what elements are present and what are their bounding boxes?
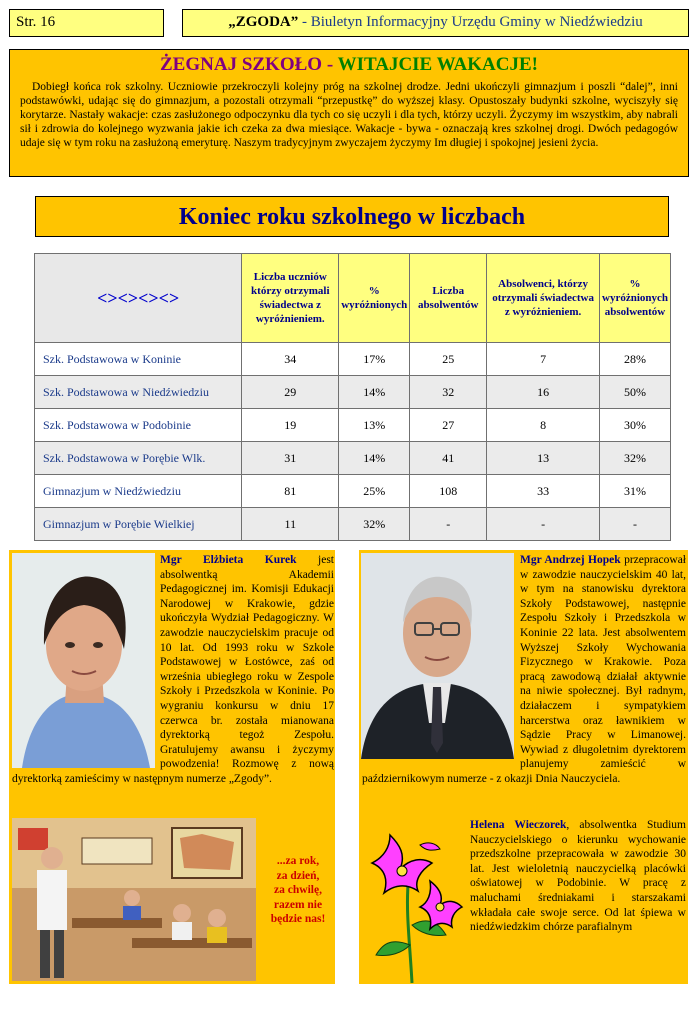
table-cell: 50% — [600, 376, 671, 409]
table-cell: 16 — [487, 376, 600, 409]
table-cell: - — [487, 508, 600, 541]
table-cell: 25% — [339, 475, 410, 508]
table-row — [35, 376, 671, 409]
caption-line: będzie nas! — [270, 913, 326, 925]
bio-kurek — [12, 553, 334, 813]
table-cell: 108 — [410, 475, 487, 508]
col-header-honors-count: Liczba uczniów którzy otrzymali świadectwa z wyróżnieniem. — [242, 254, 339, 343]
table-cell: 33 — [487, 475, 600, 508]
classroom-caption — [262, 854, 334, 927]
caption-line: ...za rok, — [276, 855, 320, 867]
table-cell: 41 — [410, 442, 487, 475]
col-header-graduates-honors-percent: % wyróżnionych absolwentów — [600, 254, 671, 343]
table-row — [35, 409, 671, 442]
caption-line: za chwilę, — [274, 884, 322, 896]
table-corner: <><><><> — [35, 254, 242, 343]
col-header-honors-percent: % wyróżnionych — [339, 254, 410, 343]
table-cell: 29 — [242, 376, 339, 409]
col-header-graduates: Liczba absolwentów — [410, 254, 487, 343]
school-name: Gimnazjum w Porębie Wielkiej — [35, 508, 242, 541]
school-name: Szk. Podstawowa w Porębie Wlk. — [35, 442, 242, 475]
classroom-photo — [12, 818, 256, 981]
stats-table — [34, 253, 671, 541]
table-cell: 32% — [600, 442, 671, 475]
stats-header-row — [35, 254, 671, 343]
school-name: Szk. Podstawowa w Podobinie — [35, 409, 242, 442]
table-cell: 27 — [410, 409, 487, 442]
table-row — [35, 475, 671, 508]
table-cell: 7 — [487, 343, 600, 376]
table-cell: 11 — [242, 508, 339, 541]
bio-wieczorek-text: , absolwentka Studium Nauczycielskiego o kierunku wychowanie przedszkolne przepracowała w zawodzie 30 lat. Jest wieloletnią nauczycielką placówki oświatowej w Podobinie. W pracę z maluchami średniakami i starszakami wkładała całe swoje serce. Od lat śpiewa w niedźwiedzkim chórze parafialnym — [470, 819, 686, 934]
bio-wieczorek — [362, 818, 686, 980]
table-cell: 8 — [487, 409, 600, 442]
table-cell: 32 — [410, 376, 487, 409]
farewell-title-part1: ŻEGNAJ SZKOŁO - — [160, 54, 338, 75]
school-name: Szk. Podstawowa w Niedźwiedziu — [35, 376, 242, 409]
table-cell: 30% — [600, 409, 671, 442]
table-row — [35, 508, 671, 541]
caption-line: razem nie — [273, 898, 323, 911]
farewell-title-part2: WITAJCIE WAKACJE! — [337, 54, 538, 75]
table-cell: 81 — [242, 475, 339, 508]
table-cell: 34 — [242, 343, 339, 376]
table-cell: - — [600, 508, 671, 541]
table-cell: 31 — [242, 442, 339, 475]
bio-hopek — [362, 553, 686, 813]
school-name: Szk. Podstawowa w Koninie — [35, 343, 242, 376]
school-name: Gimnazjum w Niedźwiedziu — [35, 475, 242, 508]
table-cell: 32% — [339, 508, 410, 541]
publication-header — [182, 9, 689, 37]
table-cell: 14% — [339, 376, 410, 409]
publication-subtitle: - Biuletyn Informacyjny Urzędu Gminy w Niedźwiedziu — [298, 14, 643, 30]
col-header-graduates-honors: Absolwenci, którzy otrzymali świadectwa z wyróżnieniem. — [487, 254, 600, 343]
farewell-article — [9, 49, 689, 177]
table-cell: - — [410, 508, 487, 541]
table-cell: 17% — [339, 343, 410, 376]
stats-title: Koniec roku szkolnego w liczbach — [35, 196, 669, 237]
table-cell: 13% — [339, 409, 410, 442]
bio-kurek-name: Mgr Elżbieta Kurek — [160, 554, 297, 566]
farewell-body: Dobiegł końca rok szkolny. Uczniowie przekroczyli kolejny próg na szkolnej drodze. Jedni ukończyli gimnazjum i poszli “dalej”, inni podstawówki, udając się do gimnazjum, a pozostali otrzymali “przepustkę” do wyższej klasy. Opustoszały budynki szkolne, wyciszyły się korytarze. Nastały wakacje: czas zasłużonego odpoczynku dla tych co się uczyli i dla tych, którzy uczyli. Życzymy im wszystkim, aby nabrali sił i zdrowia do kolejnego wyzwania jakie ich czeka za dwa miesiące. Wakacje - bywa - oznaczają kres szkolnej drogi. Dwóch pedagogów udaje się w tym roku na zasłużoną emeryturę. Naszym tradycyjnym zwyczajem życzymy Im długiej i spokojnej jesieni życia. — [20, 81, 678, 149]
table-cell: 28% — [600, 343, 671, 376]
table-cell: 31% — [600, 475, 671, 508]
table-row — [35, 442, 671, 475]
table-cell: 19 — [242, 409, 339, 442]
classroom-illustration — [12, 818, 256, 981]
publication-name: „ZGODA” — [228, 14, 299, 30]
table-cell: 14% — [339, 442, 410, 475]
bio-hopek-text: przepracował w zawodzie nauczycielskim 40 lat, w tym na stanowisku dyrektora Szkoły Podstawowej, następnie Zespołu Szkoły i Przedszkola w Koninie 22 lata. Jest absolwentem Wyższej Szkoły Wychowania Fizycznego w Krakowie. Poza pracą zawodową działał aktywnie na niwie społecznej. Był radnym, działaczem i sympatykiem harcerstwa oraz ławnikiem w Sądzie Pracy w Limanowej. Wywiad z długoletnim dyrektorem planujemy zamieścić w październikowym numerze - z okazji Dnia Nauczyciela. — [362, 554, 686, 785]
bio-wieczorek-name: Helena Wieczorek — [470, 819, 567, 831]
caption-line: za dzień, — [276, 869, 320, 882]
farewell-title — [20, 54, 678, 76]
bio-hopek-name: Mgr Andrzej Hopek — [520, 554, 621, 566]
table-cell: 25 — [410, 343, 487, 376]
page-number: Str. 16 — [9, 9, 164, 37]
table-row — [35, 343, 671, 376]
table-cell: 13 — [487, 442, 600, 475]
bio-kurek-text: jest absolwentką Akademii Pedagogicznej im. Komisji Edukacji Narodowej w Krakowie, gdzie ukończyła Wydział Pedagogiczny. W zawodzie nauczycielskim pracuje od 10 lat. Od 1993 roku w Szkole Podstawowej w Łostówce, zaś od września ubiegłego roku w Zespole Szkoły i Przedszkola w Koninie. Po wygraniu konkursu w dniu 17 czerwca br. została mianowana dyrektorką tegoż Zespołu. Gratulujemy awansu i życzymy powodzenia! Rozmowę z nową dyrektorką zamieścimy w następnym numerze „Zgody”. — [12, 554, 334, 785]
